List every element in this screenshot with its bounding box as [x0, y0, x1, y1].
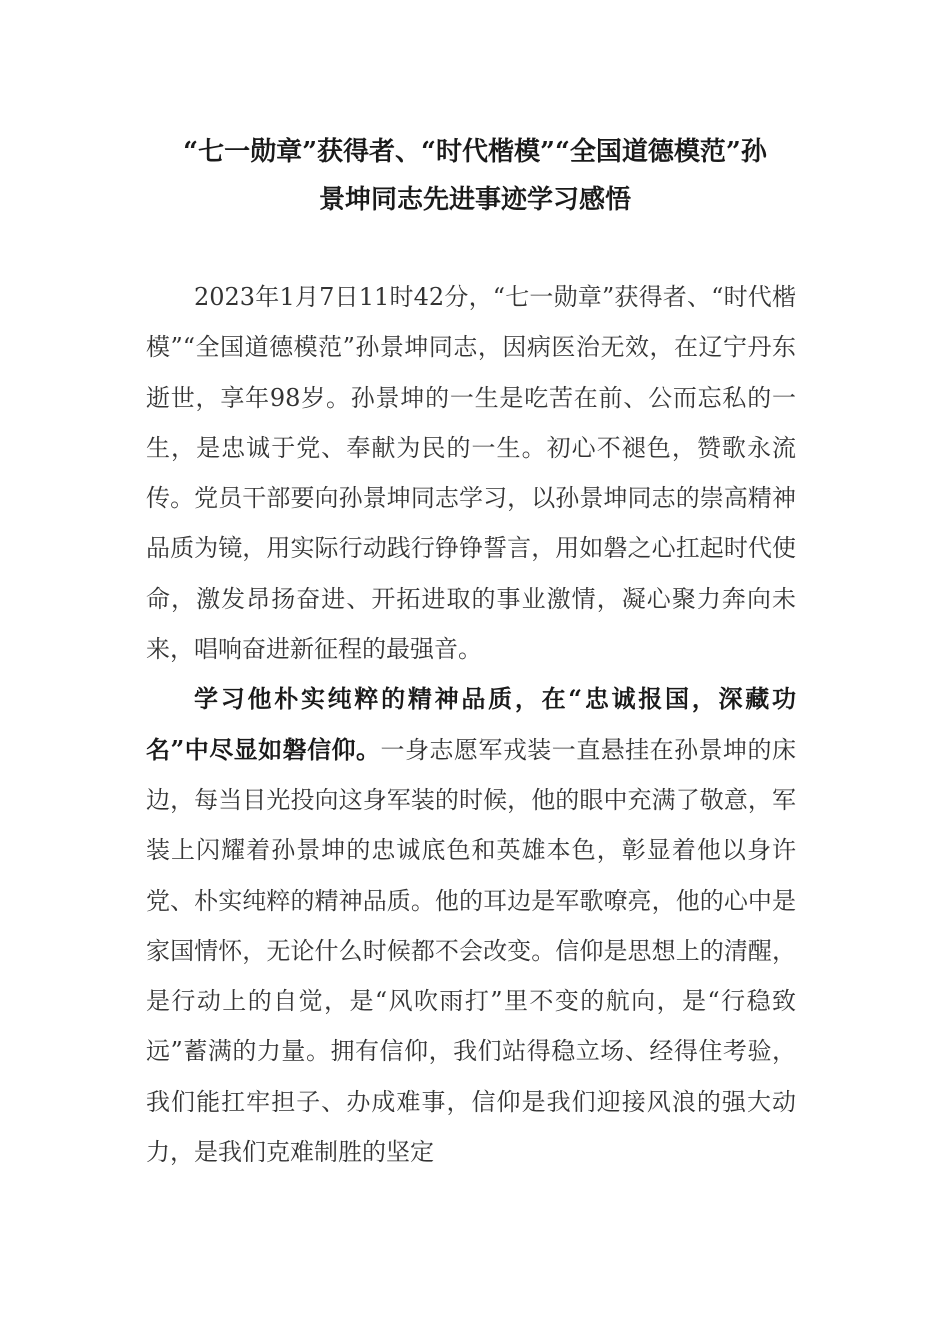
paragraph-1-text: 2023年1月7日11时42分，“七一勋章”获得者、“时代楷模”“全国道德模范”孙景坤同志，因病医治无效，在辽宁丹东逝世，享年98岁。孙景坤的一生是吃苦在前、公而忘私的一生，是忠诚于党、奉献为民的一生。初心不褪色，赞歌永流传。党员干部要向孙景坤同志学习，以孙景坤同志的崇高精神品质为镜，用实际行动践行铮铮誓言，用如磐之心扛起时代使命，激发昂扬奋进、开拓进取的事业激情，凝心聚力奔向未来，唱响奋进新征程的最强音。 — [146, 283, 796, 664]
paragraph-2 — [146, 674, 796, 1177]
document-body — [146, 272, 796, 1177]
paragraph-1 — [146, 272, 796, 674]
title-line-2: 景坤同志先进事迹学习感悟 — [318, 185, 631, 215]
paragraph-2-lead: 学习他朴实纯粹的精神品质，在“忠诚报国，深藏功名”中尽显如磐信仰。 — [146, 684, 796, 764]
document-title — [130, 128, 820, 224]
title-line-1: “七一勋章”获得者、“时代楷模”“全国道德模范”孙 — [183, 137, 767, 167]
paragraph-2-text: 一身志愿军戎装一直悬挂在孙景坤的床边，每当目光投向这身军装的时候，他的眼中充满了敬意，军装上闪耀着孙景坤的忠诚底色和英雄本色，彰显着他以身许党、朴实纯粹的精神品质。他的耳边是军歌嘹亮，他的心中是家国情怀，无论什么时候都不会改变。信仰是思想上的清醒，是行动上的自觉，是“风吹雨打”里不变的航向，是“行稳致远”蓄满的力量。拥有信仰，我们站得稳立场、经得住考验，我们能扛牢担子、办成难事，信仰是我们迎接风浪的强大动力，是我们克难制胜的坚定 — [146, 735, 796, 1167]
